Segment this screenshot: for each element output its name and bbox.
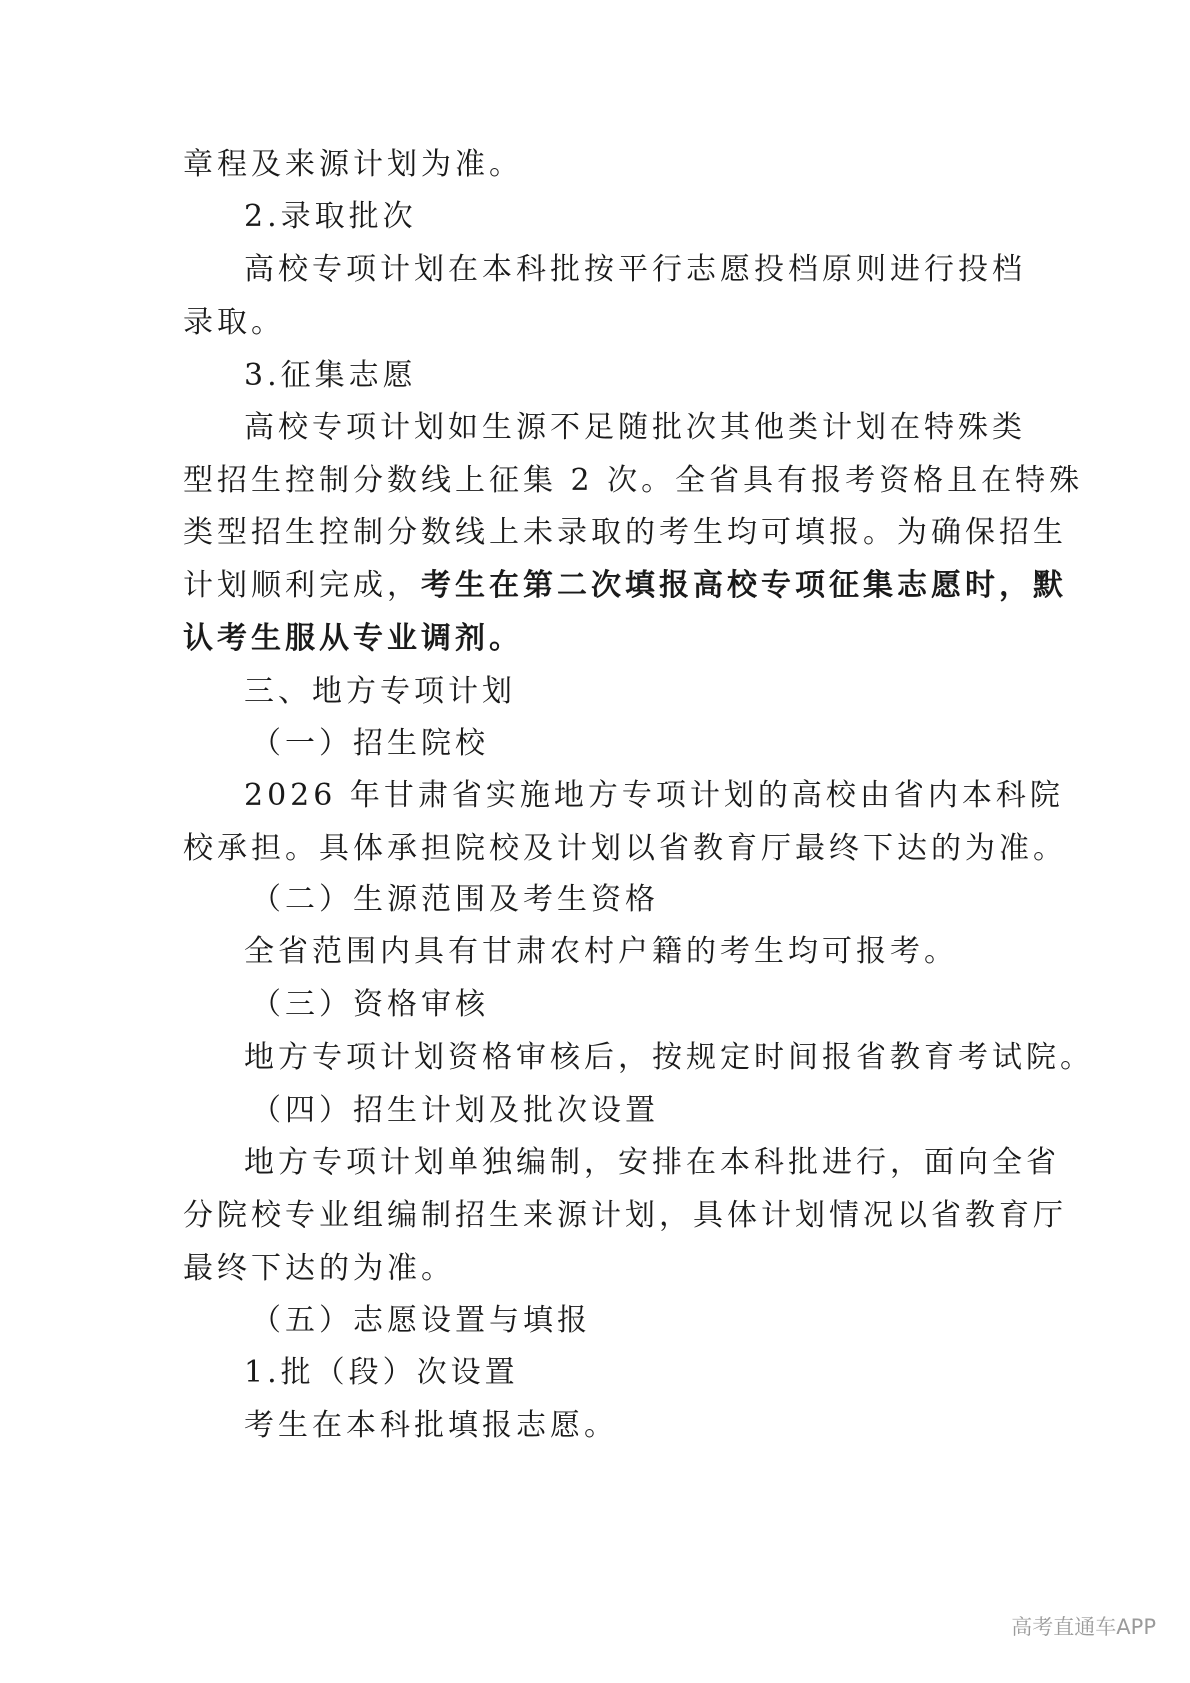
paragraph-line: 类型招生控制分数线上未录取的考生均可填报。为确保招生 [183,515,1067,550]
subsection-heading: （一）招生院校 [251,726,489,761]
paragraph-line: 地方专项计划单独编制，安排在本科批进行，面向全省 [244,1145,1060,1180]
paragraph-line: 2026 年甘肃省实施地方专项计划的高校由省内本科院 [244,778,1064,813]
section-heading: 三、地方专项计划 [244,674,516,709]
subsection-heading: （五）志愿设置与填报 [251,1303,591,1338]
watermark: 高考直通车APP [1011,1615,1156,1639]
paragraph-line: 最终下达的为准。 [183,1251,455,1286]
subsection-heading: （二）生源范围及考生资格 [251,882,659,917]
paragraph-line: 分院校专业组编制招生来源计划，具体计划情况以省教育厅 [183,1198,1067,1233]
paragraph-line: 型招生控制分数线上征集 2 次。全省具有报考资格且在特殊 [183,463,1084,498]
paragraph-text: 计划顺利完成， [183,568,421,603]
paragraph-line: 录取。 [183,305,285,340]
paragraph-line: 高校专项计划如生源不足随批次其他类计划在特殊类 [244,410,1026,445]
paragraph-line-mixed [183,566,1067,606]
paragraph-line: 高校专项计划在本科批按平行志愿投档原则进行投档 [244,252,1026,287]
subsection-heading: 1.批（段）次设置 [244,1355,519,1390]
paragraph-line: 全省范围内具有甘肃农村户籍的考生均可报考。 [244,934,958,969]
subsection-heading: 3.征集志愿 [244,358,417,393]
bold-emphasis-line: 认考生服从专业调剂。 [183,621,523,656]
subsection-heading: 2.录取批次 [244,199,417,234]
paragraph-line: 考生在本科批填报志愿。 [244,1408,618,1443]
paragraph-line: 章程及来源计划为准。 [183,147,523,182]
subsection-heading: （四）招生计划及批次设置 [251,1093,659,1128]
bold-emphasis-text: 考生在第二次填报高校专项征集志愿时，默 [421,568,1067,603]
paragraph-line: 校承担。具体承担院校及计划以省教育厅最终下达的为准。 [183,831,1067,866]
paragraph-line: 地方专项计划资格审核后，按规定时间报省教育考试院。 [244,1040,1094,1075]
subsection-heading: （三）资格审核 [251,987,489,1022]
